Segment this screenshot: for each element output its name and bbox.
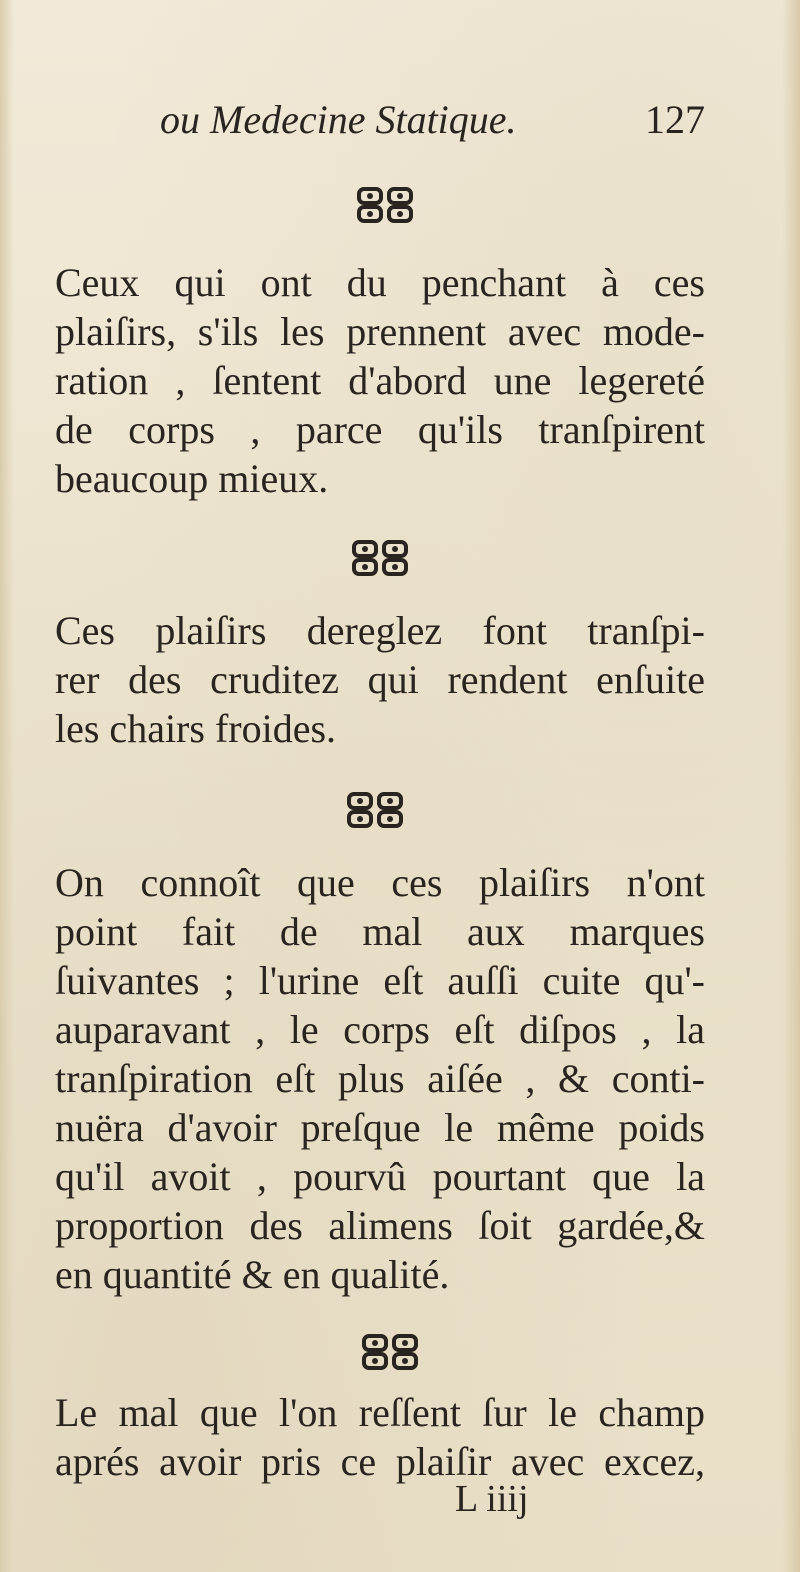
text-line: aprés avoir pris ce plaiſir avec excez, xyxy=(55,1439,705,1484)
text-line: Ces plaiſirs dereglez font tranſpi- xyxy=(55,608,705,653)
page-edge-shadow xyxy=(782,0,800,1572)
signature-mark: L iiij xyxy=(455,1478,529,1520)
fleuron-ornament-icon xyxy=(350,538,410,578)
text-line: beaucoup mieux. xyxy=(55,456,329,501)
paragraph-3 xyxy=(55,858,705,1299)
fleuron-ornament-icon xyxy=(345,790,405,830)
text-line: auparavant , le corps eſt diſpos , la xyxy=(55,1007,705,1052)
running-title: ou Medecine Statique. xyxy=(160,97,517,142)
text-line: les chairs froides. xyxy=(55,706,337,751)
text-line: proportion des alimens ſoit gardée,& xyxy=(55,1203,705,1248)
page-number: 127 xyxy=(645,97,705,142)
text-line: point fait de mal aux marques xyxy=(55,909,705,954)
text-line: de corps , parce qu'ils tranſpirent xyxy=(55,407,705,452)
text-line: plaiſirs, s'ils les prennent avec mode- xyxy=(55,309,705,354)
paragraph-4 xyxy=(55,1388,705,1486)
text-line: qu'il avoit , pourvû pourtant que la xyxy=(55,1154,705,1199)
paragraph-1 xyxy=(55,258,705,503)
running-header xyxy=(160,90,720,150)
paragraph-2 xyxy=(55,606,705,753)
fleuron-ornament-icon xyxy=(355,185,415,225)
page-gutter-shadow xyxy=(0,0,14,1572)
text-line: en quantité & en qualité. xyxy=(55,1252,450,1297)
fleuron-ornament-icon xyxy=(360,1332,420,1372)
text-line: rer des cruditez qui rendent enſuite xyxy=(55,657,705,702)
text-line: ſuivantes ; l'urine eſt auſſi cuite qu'- xyxy=(55,958,705,1003)
text-line: Ceux qui ont du penchant à ces xyxy=(55,260,705,305)
text-line: tranſpiration eſt plus aiſée , & conti- xyxy=(55,1056,705,1101)
text-line: nuëra d'avoir preſque le même poids xyxy=(55,1105,705,1150)
text-line: Le mal que l'on reſſent ſur le champ xyxy=(55,1390,705,1435)
text-line: On connoît que ces plaiſirs n'ont xyxy=(55,860,705,905)
text-line: ration , ſentent d'abord une legereté xyxy=(55,358,705,403)
